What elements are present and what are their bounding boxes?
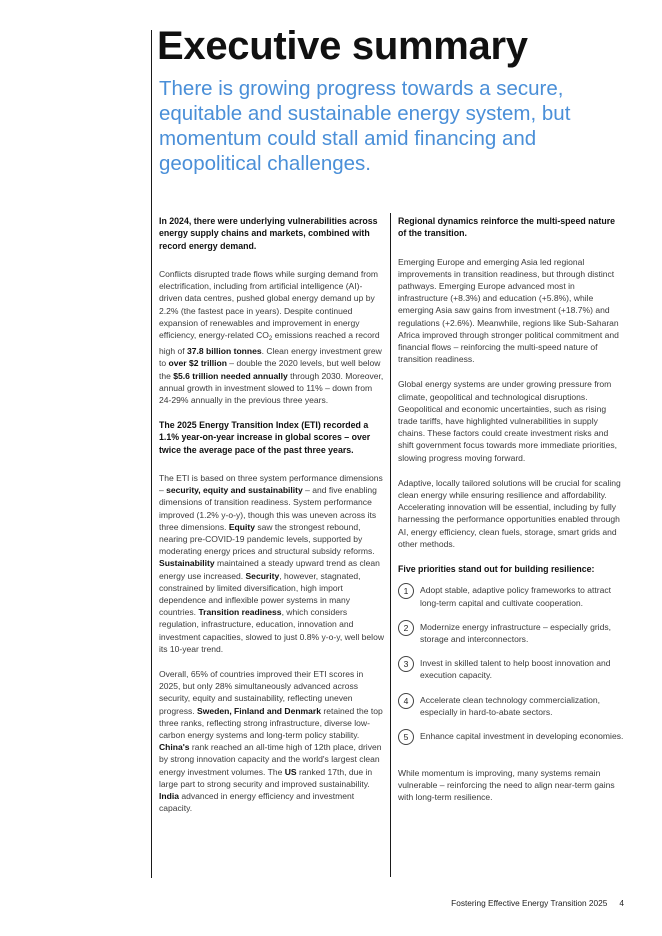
- section-heading: The 2025 Energy Transition Index (ETI) recorded a 1.1% year-on-year increase in global scores – over twice the average pace of the past three years.: [159, 420, 371, 455]
- paragraph: The ETI is based on three system performance dimensions – security, equity and sustainability – and five enabling dimensions of transition readiness. System performance improved (1.2% y-o-y), though this was uneven across its three dimensions. Equity saw the strongest rebound, nearing pre-COVID-19 pandemic levels, supported by moderating energy prices and structural subsidy reforms. Sustainability maintained a steady upward trend as clean energy use increased. Security, however, stagnated, constrained by limited diversification, high import dependence and inflexible power systems in many countries. Transition readiness, which considers regulation, infrastructure, education, innovation and investment capacities, slowed to just 0.8% y-o-y, well below its 10-year trend.: [159, 473, 385, 654]
- priority-text: Invest in skilled talent to help boost innovation and execution capacity.: [420, 658, 611, 681]
- section-heading: Regional dynamics reinforce the multi-speed nature of the transition.: [398, 216, 616, 239]
- page-subtitle: There is growing progress towards a secure, equitable and sustainable energy system, but momentum could stall amid financing and geopolitical challenges.: [159, 77, 571, 175]
- paragraph: Overall, 65% of countries improved their ETI scores in 2025, but only 28% simultaneously advanced across security, equity and sustainability, reflecting uneven progress. Sweden, Finland and Denmark retained the top three ranks, reflecting strong infrastructure, diverse low-carbon energy systems and long-term policy stability. China's rank reached an all-time high of 12th place, driven by strong innovation capacity and the world's largest clean energy investment volumes. The US ranked 17th, due in large part to strong security and improved sustainability. India advanced in energy efficiency and investment capacity.: [159, 669, 383, 814]
- page-title: Executive summary: [157, 24, 528, 68]
- page-number: 4: [619, 898, 624, 908]
- priority-text: Adopt stable, adaptive policy frameworks to attract long-term capital and cultivate cooperation.: [420, 585, 611, 608]
- paragraph: Global energy systems are under growing pressure from climate, geopolitical and technological disruptions. Geopolitical and economic uncertainties, such as rising trade tariffs, have highlighted vulnerabilities in supply chains. These factors could create investment risks and shift government focus towards more immediate priorities, slowing progress moving forward.: [398, 379, 617, 463]
- priority-item: [398, 584, 624, 608]
- closing-paragraph: While momentum is improving, many systems remain vulnerable – reinforcing the need to align near-term gains with long-term resilience.: [398, 767, 615, 803]
- priority-number: 4: [398, 693, 414, 709]
- priority-number: 3: [398, 656, 414, 672]
- priority-item: [398, 730, 624, 754]
- priority-text: Enhance capital investment in developing economies.: [420, 730, 624, 741]
- priority-number: 2: [398, 620, 414, 636]
- section-heading: In 2024, there were underlying vulnerabilities across energy supply chains and markets, combined with record energy demand.: [159, 216, 378, 251]
- left-column: [159, 215, 385, 815]
- priority-item: [398, 657, 624, 681]
- priority-number: 5: [398, 729, 414, 745]
- paragraph: Adaptive, locally tailored solutions will be crucial for scaling clean energy while ensuring resilience and affordability. Accelerating innovation will be essential, including by fully harnessing the performance opportunities enabled through AI, energy efficiency, clean fuels, storage, smart grids and other methods.: [398, 477, 621, 549]
- column-divider: [390, 213, 391, 877]
- paragraph: Conflicts disrupted trade flows while surging demand from electrification, including from artificial intelligence (AI)-driven data centres, pushed global energy demand up by 2.2% (the fastest pace in years). Despite continued expansion of renewables and improvement in energy efficiency, energy-related $CO_2$ emissions reached a record high of 37.8 billion tonnes. Clean energy investment grew to over $2 trillion – double the 2020 levels, but well below the $5.6 trillion needed annually through 2030. Moreover, annual growth in investment slowed to 11% – down from 24-29% annually in the previous three years.: [159, 268, 384, 405]
- page-footer: [440, 898, 624, 908]
- priorities-heading: Five priorities stand out for building resilience:: [398, 564, 595, 575]
- footer-title: Fostering Effective Energy Transition 2025: [451, 898, 608, 908]
- priority-text: Modernize energy infrastructure – especially grids, storage and interconnectors.: [420, 621, 611, 644]
- priority-number: 1: [398, 583, 414, 599]
- priority-item: [398, 621, 624, 645]
- priority-text: Accelerate clean technology commercialization, especially in hard-to-abate sectors.: [420, 694, 601, 717]
- priority-item: [398, 694, 624, 718]
- right-column: [398, 215, 624, 804]
- left-rule: [151, 30, 152, 878]
- paragraph: Emerging Europe and emerging Asia led regional improvements in transition readiness, but through distinct pathways. Emerging Europe advanced most in infrastructure (+8.3%) and education (+5.8%), while emerging Asia saw gains from investment (+18.7%) and regulations (+2.6%). Meanwhile, regions like Sub-Saharan Africa improved through stronger political commitment and financial flows – reinforcing the multi-speed nature of transition readiness.: [398, 256, 619, 365]
